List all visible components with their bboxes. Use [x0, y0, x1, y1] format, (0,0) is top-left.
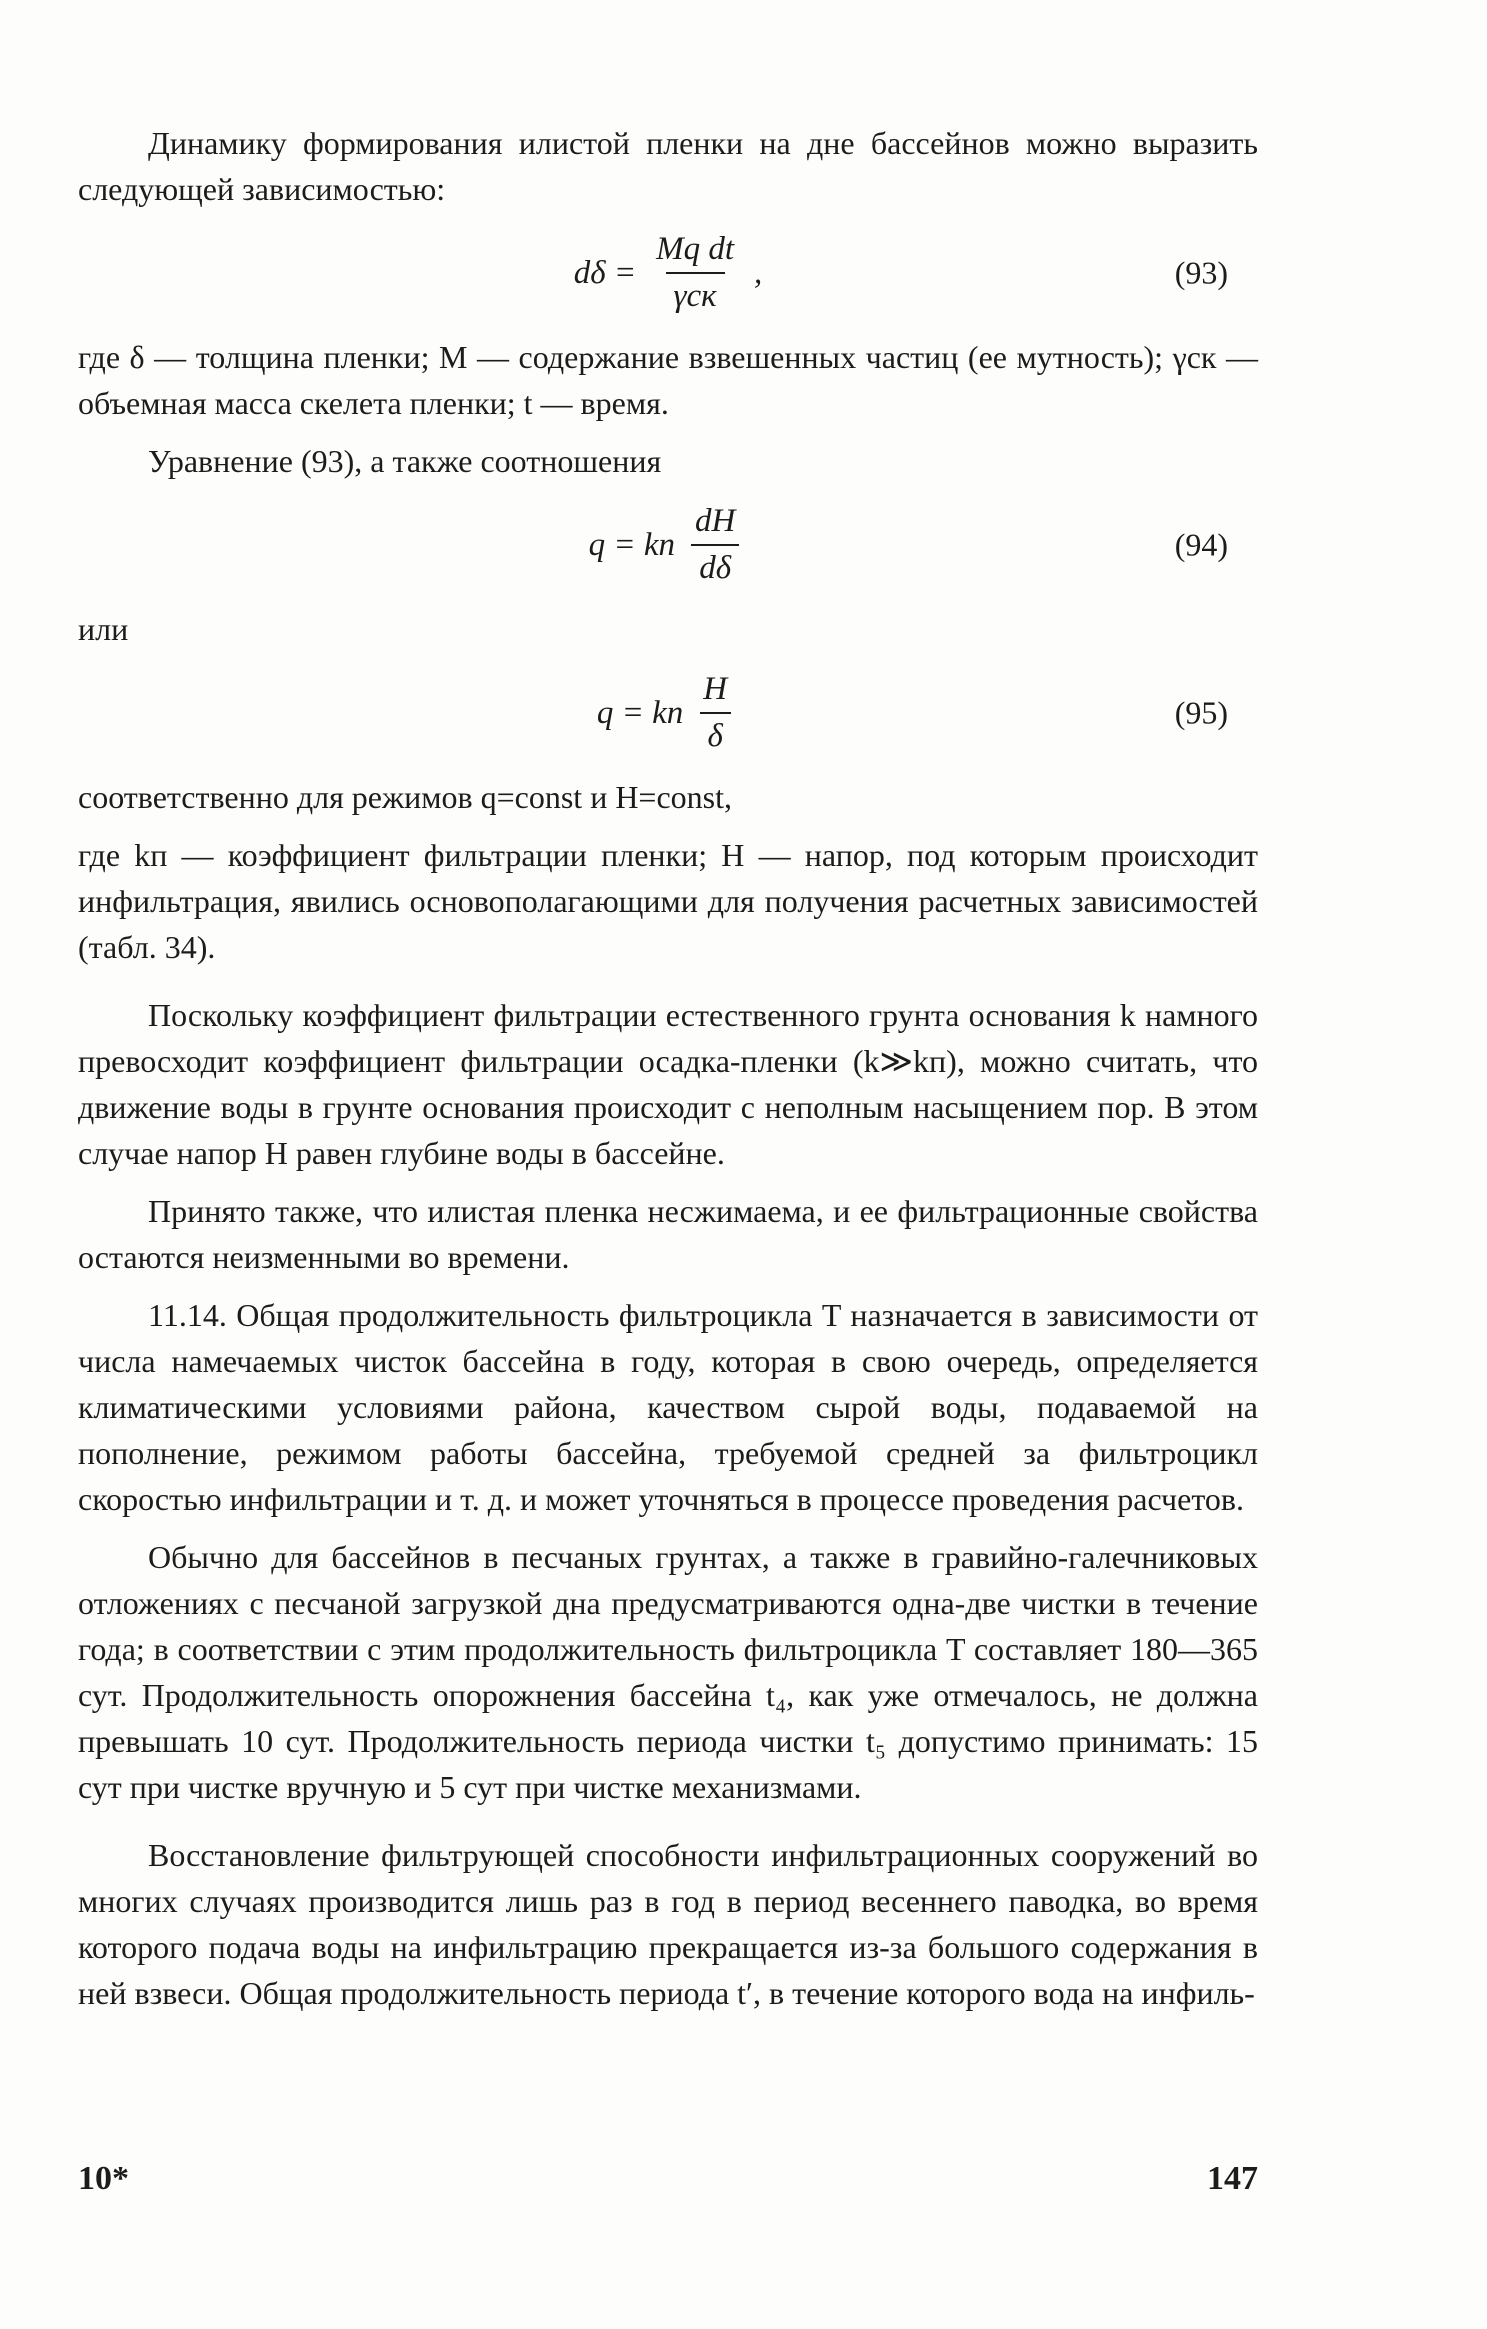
equation-number-94: (94): [1174, 526, 1228, 563]
formula-93-fraction: [648, 231, 742, 315]
paragraph-film-properties: Принято также, что илистая пленка несжимаема, и ее фильтрационные свойства остаются неизменными во времени.: [78, 1193, 1258, 1275]
formula-95-fraction: [695, 671, 735, 755]
formula-93-expression: [574, 231, 763, 315]
formula-93-tail: ,: [754, 254, 763, 291]
paragraph-section-11-14: 11.14. Общая продолжительность фильтроцикла T назначается в зависимости от числа намечаемых чисток бассейна в году, которая в свою очередь, определяется климатическими условиями района, качеством сырой воды, подаваемой на пополнение, режимом работы бассейна, требуемой средней за фильтроцикл скоростью инфильтрации и т. д. и может уточняться в процессе проведения расчетов.: [78, 1297, 1258, 1517]
formula-95-lhs: q = kп: [596, 694, 684, 731]
connector-or: или: [78, 611, 129, 647]
paragraph-definitions: где δ — толщина пленки; M — содержание взвешенных частиц (ее мутность); γск — объемная масса скелета пленки; t — время.: [78, 339, 1258, 421]
formula-93: [78, 212, 1258, 334]
formula-94-denominator: dδ: [691, 544, 739, 587]
page-body: [78, 120, 1258, 2016]
paragraph-restoration: Восстановление фильтрующей способности инфильтрационных сооружений во многих случаях производится лишь раз в год в период весеннего паводка, во время которого подача воды на инфильтрацию прекращается из-за большого содержания в ней взвеси. Общая продолжительность периода t′, в течение которого вода на инфиль-: [78, 1837, 1258, 2011]
formula-93-denominator: γск: [666, 272, 725, 315]
formula-94-numerator: dH: [695, 503, 736, 539]
page-number: 147: [1207, 2160, 1258, 2197]
equation-number-93: (93): [1174, 254, 1228, 291]
page-footer: [78, 2160, 1258, 2198]
formula-95-numerator: H: [703, 671, 728, 707]
signature-mark: 10*: [78, 2160, 129, 2197]
paragraph-coefficients: где kп — коэффициент фильтрации пленки; H — напор, под которым происходит инфильтрация, явились основополагающими для получения расчетных зависимостей (табл. 34).: [78, 837, 1258, 965]
formula-94: [78, 484, 1258, 606]
paragraph-filtration: Поскольку коэффициент фильтрации естественного грунта основания k намного превосходит коэффициент фильтрации осадка-пленки (k≫kп), можно считать, что движение воды в грунте основания происходит с неполным насыщением пор. В этом случае напор H равен глубине воды в бассейне.: [78, 997, 1258, 1171]
paragraph-equation-ref: Уравнение (93), а также соотношения: [148, 443, 662, 479]
formula-95-expression: [597, 671, 739, 755]
formula-95: [78, 652, 1258, 774]
equation-number-95: (95): [1174, 694, 1228, 731]
formula-95-denominator: δ: [700, 712, 731, 755]
formula-93-lhs: dδ =: [573, 254, 637, 291]
paragraph-intro: Динамику формирования илистой пленки на дне бассейнов можно выразить следующей зависимостью:: [78, 125, 1258, 207]
paragraph-cleaning-schedule: Обычно для бассейнов в песчаных грунтах, а также в гравийно-галечниковых отложениях с песчаной загрузкой дна предусматриваются одна-две чистки в течение года; в соответствии с этим продолжительность фильтроцикла T составляет 180—365 сут. Продолжительность опорожнения бассейна t₄, как уже отмечалось, не должна превышать 10 сут. Продолжительность периода чистки t₅ допустимо принимать: 15 сут при чистке вручную и 5 сут при чистке механизмами.: [78, 1539, 1258, 1805]
formula-94-fraction: [687, 503, 743, 587]
formula-94-expression: [589, 503, 748, 587]
formula-94-lhs: q = kп: [588, 526, 676, 563]
formula-93-numerator: Mq dt: [656, 231, 735, 267]
paragraph-regimes: соответственно для режимов q=const и H=const,: [78, 779, 733, 815]
